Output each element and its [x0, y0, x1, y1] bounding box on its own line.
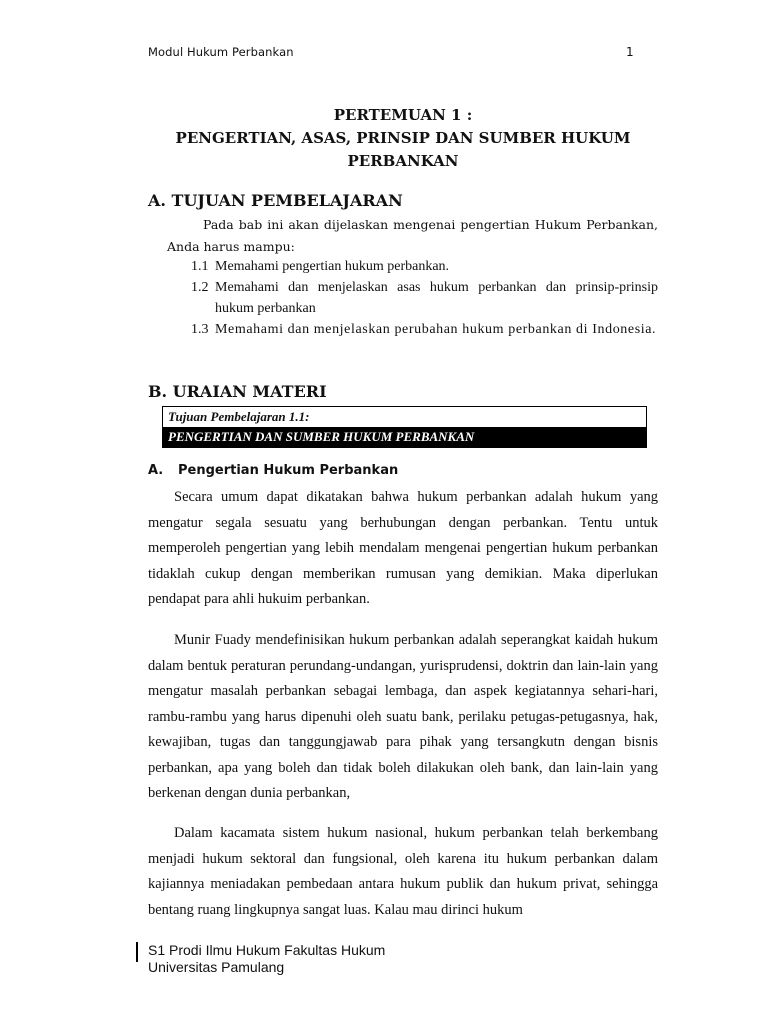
learning-goal-box [162, 406, 647, 448]
objective-number: 1.1 [191, 259, 209, 274]
footer [148, 942, 385, 976]
objective-number: 1.3 [191, 322, 209, 337]
subsection-title: Pengertian Hukum Perbankan [178, 463, 399, 478]
body-paragraph [148, 821, 658, 923]
body-paragraph-text: Dalam kacamata sistem hukum nasional, hukum perbankan telah berkembang menjadi hukum sektoral dan fungsional, oleh karena itu hukum perbankan dalam kajiannya meniadakan pembedaan antara hukum publik dan hukum privat, sehingga bentang ruang lingkupnya sangat luas. Kalau mau dirinci hukum [148, 825, 658, 918]
module-header-title: Modul Hukum Perbankan [148, 45, 294, 59]
subsection-heading [148, 463, 398, 478]
subsection-letter: A. [148, 463, 164, 478]
learning-goal-label: Tujuan Pembelajaran 1.1: [168, 409, 310, 424]
chapter-title [148, 104, 658, 173]
chapter-title-line-2: PENGERTIAN, ASAS, PRINSIP DAN SUMBER HUKUM [175, 129, 631, 147]
footer-line-2: Universitas Pamulang [148, 959, 285, 975]
section-a-intro [167, 214, 658, 258]
objective-item [191, 256, 658, 277]
chapter-title-line-3: PERBANKAN [347, 152, 459, 170]
objective-text: Memahami pengertian hukum perbankan. [215, 259, 450, 274]
footer-divider [136, 942, 138, 962]
body-paragraph-text: Munir Fuady mendefinisikan hukum perbankan adalah seperangkat kaidah hukum dalam bentuk peraturan perundang-undangan, yurisprudensi, doktrin dan lain-lain yang mengatur masalah perbankan sebagai lembaga, dan aspek kegiatannya sehari-hari, rambu-rambu yang harus dipenuhi oleh suatu bank, perilaku petugas-petugasnya, hak, kewajiban, tugas dan tanggungjawab para pihak yang tersangkutn dengan bisnis perbankan, apa yang boleh dan tidak boleh dilakukan oleh bank, dan lain-lain yang berkenan dengan dunia perbankan, [148, 632, 658, 801]
objective-text: Memahami dan menjelaskan perubahan hukum perbankan di Indonesia. [215, 322, 657, 337]
objective-number: 1.2 [191, 280, 209, 295]
section-a-intro-text: Pada bab ini akan dijelaskan mengenai pengertian Hukum Perbankan, Anda harus mampu: [167, 217, 658, 254]
objective-item [191, 277, 658, 319]
body-paragraph-text: Secara umum dapat dikatakan bahwa hukum perbankan adalah hukum yang mengatur segala sesuatu yang berhubungan dengan perbankan. Tentu untuk memperoleh pengertian yang lebih mendalam mengenai pengertian hukum perbankan tidaklah cukup dengan memberikan rumusan yang demikian. Maka diperlukan pendapat para ahli hukuim perbankan. [148, 489, 658, 607]
section-b-heading: B. URAIAN MATERI [148, 382, 327, 401]
section-a-heading: A. TUJUAN PEMBELAJARAN [148, 191, 403, 210]
objective-text: Memahami dan menjelaskan asas hukum perbankan dan prinsip-prinsip hukum perbankan [215, 280, 658, 316]
chapter-title-line-1: PERTEMUAN 1 : [333, 106, 473, 124]
body-paragraph [148, 485, 658, 613]
page-number: 1 [626, 45, 634, 59]
body-paragraph [148, 628, 658, 807]
footer-line-1: S1 Prodi Ilmu Hukum Fakultas Hukum [148, 942, 386, 958]
objective-item [191, 319, 658, 341]
learning-goal-topic: PENGERTIAN DAN SUMBER HUKUM PERBANKAN [163, 427, 646, 447]
